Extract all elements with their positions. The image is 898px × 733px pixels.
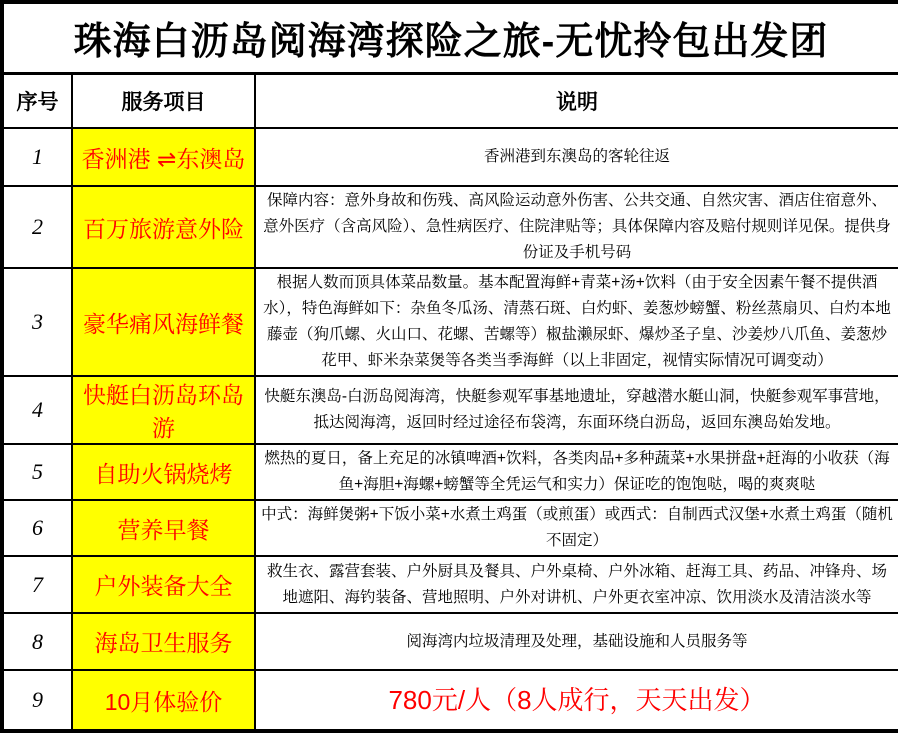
- service-name: 豪华痛风海鲜餐: [72, 268, 255, 376]
- service-description: 香洲港到东澳岛的客轮往返: [255, 128, 898, 186]
- service-name: 香洲港 ⇌东澳岛: [72, 128, 255, 186]
- service-description: 根据人数而顶具体菜品数量。基本配置海鲜+青菜+汤+饮料（由于安全因素午餐不提供酒水），特色海鲜如下：杂鱼冬瓜汤、清蒸石斑、白灼虾、姜葱炒螃蟹、粉丝蒸扇贝、白灼本地藤壶（狗爪螺、火山口、花螺、苦螺等）椒盐濑尿虾、爆炒圣子皇、沙姜炒八爪鱼、姜葱炒花甲、虾米杂菜煲等各类当季海鲜（以上非固定，视情实际情况可调变动）: [255, 268, 898, 376]
- table-row: [2, 186, 898, 268]
- service-name: 10月体验价: [72, 670, 255, 731]
- row-index: 7: [2, 556, 72, 613]
- row-index: 5: [2, 444, 72, 500]
- row-index: 6: [2, 500, 72, 556]
- row-index: 3: [2, 268, 72, 376]
- row-index: 4: [2, 376, 72, 444]
- service-name: 百万旅游意外险: [72, 186, 255, 268]
- service-name: 快艇白沥岛环岛游: [72, 376, 255, 444]
- service-description: 阅海湾内垃圾清理及处理，基础设施和人员服务等: [255, 613, 898, 670]
- service-name: 户外装备大全: [72, 556, 255, 613]
- service-name: 营养早餐: [72, 500, 255, 556]
- table-row: [2, 500, 898, 556]
- column-header-index: 序号: [2, 73, 72, 128]
- table-row: [2, 128, 898, 186]
- column-header-description: 说明: [255, 73, 898, 128]
- table-row: [2, 268, 898, 376]
- row-index: 8: [2, 613, 72, 670]
- row-index: 2: [2, 186, 72, 268]
- header-row: [2, 73, 898, 128]
- table-row: [2, 613, 898, 670]
- service-name: 自助火锅烧烤: [72, 444, 255, 500]
- service-description: 中式：海鲜煲粥+下饭小菜+水煮土鸡蛋（或煎蛋）或西式：自制西式汉堡+水煮土鸡蛋（随机不固定）: [255, 500, 898, 556]
- table-row: [2, 444, 898, 500]
- title-row: [2, 2, 898, 73]
- service-description: 保障内容：意外身故和伤残、高风险运动意外伤害、公共交通、自然灾害、酒店住宿意外、意外医疗（含高风险）、急性病医疗、住院津贴等；具体保障内容及赔付规则详见保。提供身份证及手机号码: [255, 186, 898, 268]
- service-description: 救生衣、露营套装、户外厨具及餐具、户外桌椅、户外冰箱、赶海工具、药品、冲锋舟、场地遮阳、海钓装备、营地照明、户外对讲机、户外更衣室冲凉、饮用淡水及清洁淡水等: [255, 556, 898, 613]
- table-row: [2, 670, 898, 731]
- table-row: [2, 376, 898, 444]
- service-description: 燃热的夏日，备上充足的冰镇啤酒+饮料，各类肉品+多种蔬菜+水果拼盘+赶海的小收获（海鱼+海胆+海螺+螃蟹等全凭运气和实力）保证吃的饱饱哒，喝的爽爽哒: [255, 444, 898, 500]
- row-index: 1: [2, 128, 72, 186]
- row-index: 9: [2, 670, 72, 731]
- table-row: [2, 556, 898, 613]
- service-description: 快艇东澳岛-白沥岛阅海湾，快艇参观军事基地遗址，穿越潜水艇山洞，快艇参观军事营地，抵达阅海湾，返回时经过途径布袋湾，东面环绕白沥岛，返回东澳岛始发地。: [255, 376, 898, 444]
- page-title: 珠海白沥岛阅海湾探险之旅-无忧拎包出发团: [2, 2, 898, 73]
- column-header-service: 服务项目: [72, 73, 255, 128]
- price-value: 780元/人（8人成行，天天出发）: [255, 670, 898, 731]
- service-name: 海岛卫生服务: [72, 613, 255, 670]
